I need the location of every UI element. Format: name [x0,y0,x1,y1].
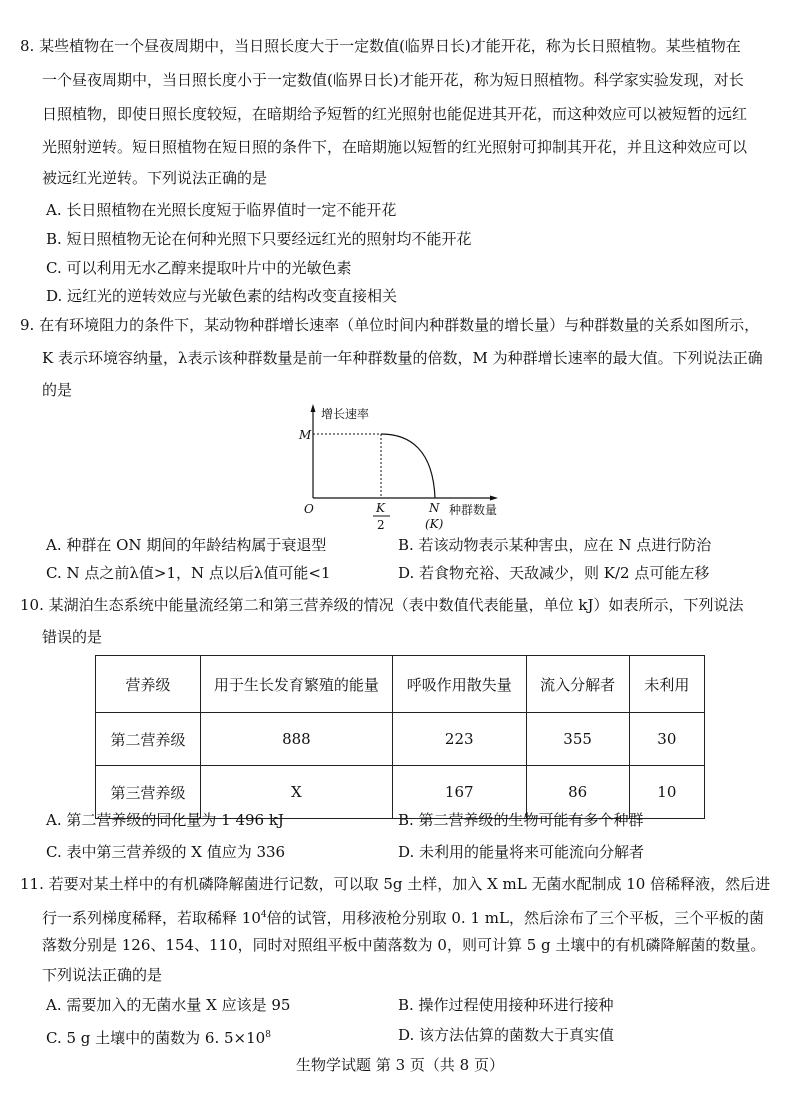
q8-stem-line: 光照射逆转。短日照植物在短日照的条件下，在暗期施以短暂的红光照射可抑制其开花，并且这种效应可以 [42,138,748,156]
q10-stem-line: 10. 某湖泊生态系统中能量流经第二和第三营养级的情况（表中数值代表能量，单位 kJ）如表所示，下列说法 [20,596,744,614]
q11-option-d: D. 该方法估算的菌数大于真实值 [398,1026,615,1044]
table-header: 用于生长发育繁殖的能量 [200,656,392,713]
table-cell: 10 [629,766,704,819]
y-axis-label: 增长速率 [321,407,370,421]
q9-stem-line: 的是 [42,381,73,399]
q11-text: 倍的试管，用移液枪分别取 0. 1 mL，然后涂布了三个平板，三个平板的菌 [266,909,764,927]
table-header: 未利用 [629,656,704,713]
q9-option-b: B. 若该动物表示某种害虫，应在 N 点进行防治 [398,536,712,554]
q9-stem-line: K 表示环境容纳量，λ表示该种群数量是前一年种群数量的倍数，M 为种群增长速率的最大值。下列说法正确 [42,349,763,367]
table-header: 营养级 [96,656,201,713]
table-cell: 86 [526,766,629,819]
n-label: N [429,501,440,515]
q8-stem-line: 日照植物，即使日照长度较短，在暗期给予短暂的红光照射也能促进其开花，而这种效应可以被短暂的远红 [42,105,748,123]
m-label: M [299,428,312,442]
q8-option-d: D. 远红光的逆转效应与光敏色素的结构改变直接相关 [46,287,398,305]
q8-stem-line: 8. 某些植物在一个昼夜周期中，当日照长度大于一定数值(临界日长)才能开花，称为长日照植物。某些植物在 [20,37,741,55]
q8-stem-line: 被远红光逆转。下列说法正确的是 [42,169,268,187]
x-axis-arrow-icon [490,496,498,501]
q8-option-a: A. 长日照植物在光照长度短于临界值时一定不能开花 [46,201,397,219]
table-cell: 30 [629,713,704,766]
q10-option-c: C. 表中第三营养级的 X 值应为 336 [46,843,286,861]
table-header: 流入分解者 [526,656,629,713]
table-cell: X [200,766,392,819]
q9-option-c: C. N 点之前λ值>1，N 点以后λ值可能<1 [46,564,331,582]
k-half-denominator: 2 [377,518,385,532]
q11-stem-line: 落数分别是 126、154、110，同时对照组平板中菌落数为 0，则可计算 5 g 土壤中的有机磷降解菌的数量。 [42,936,766,954]
table-cell: 355 [526,713,629,766]
q9-option-a: A. 种群在 ON 期间的年龄结构属于衰退型 [46,536,327,554]
k-label: (K) [425,517,444,531]
q11-option-c [46,1025,271,1048]
q10-stem-line: 错误的是 [42,628,103,646]
table-cell: 第三营养级 [96,766,201,819]
y-axis-arrow-icon [311,404,316,412]
q11-stem-line: 11. 若要对某土样中的有机磷降解菌进行记数，可以取 5g 土样，加入 X mL 无菌水配制成 10 倍稀释液，然后进 [20,875,771,893]
k-half-numerator: K [376,501,385,515]
table-header: 呼吸作用散失量 [392,656,526,713]
q11-exponent: 4 [260,910,267,920]
growth-curve [381,434,435,498]
q11-option-a: A. 需要加入的无菌水量 X 应该是 95 [46,996,291,1014]
q9-stem-line: 9. 在有环境阻力的条件下，某动物种群增长速率（单位时间内种群数量的增长量）与种群数量的关系如图所示， [20,316,760,334]
q11-stem-line [42,905,764,928]
energy-flow-table [95,655,705,819]
table-row [96,713,705,766]
q10-option-b: B. 第二营养级的生物可能有多个种群 [398,811,644,829]
q8-option-c: C. 可以利用无水乙醇来提取叶片中的光敏色素 [46,259,352,277]
q10-option-a: A. 第二营养级的同化量为 1 496 kJ [46,811,284,829]
q9-option-d: D. 若食物充裕、天敌减少，则 K/2 点可能左移 [398,564,710,582]
q11-option-c-exponent: 8 [265,1030,271,1040]
origin-label: O [304,502,314,516]
page-footer: 生物学试题 第 3 页（共 8 页） [296,1056,504,1074]
q8-option-b: B. 短日照植物无论在何种光照下只要经远红光的照射均不能开花 [46,230,472,248]
table-header-row [96,656,705,713]
table-cell: 223 [392,713,526,766]
table-cell: 第二营养级 [96,713,201,766]
q11-option-b: B. 操作过程使用接种环进行接种 [398,996,614,1014]
table-cell: 888 [200,713,392,766]
x-axis-label: 种群数量 [449,503,498,517]
table-cell: 167 [392,766,526,819]
q10-option-d: D. 未利用的能量将来可能流向分解者 [398,843,645,861]
growth-rate-graph [0,0,800,540]
q8-stem-line: 一个昼夜周期中，当日照长度小于一定数值(临界日长)才能开花，称为短日照植物。科学家实验发现，对长 [42,71,744,89]
q11-text: 行一系列梯度稀释，若取稀释 10 [42,909,261,927]
q11-option-c-text: C. 5 g 土壤中的菌数为 6. 5×10 [46,1029,266,1047]
q11-stem-line: 下列说法正确的是 [42,966,163,984]
